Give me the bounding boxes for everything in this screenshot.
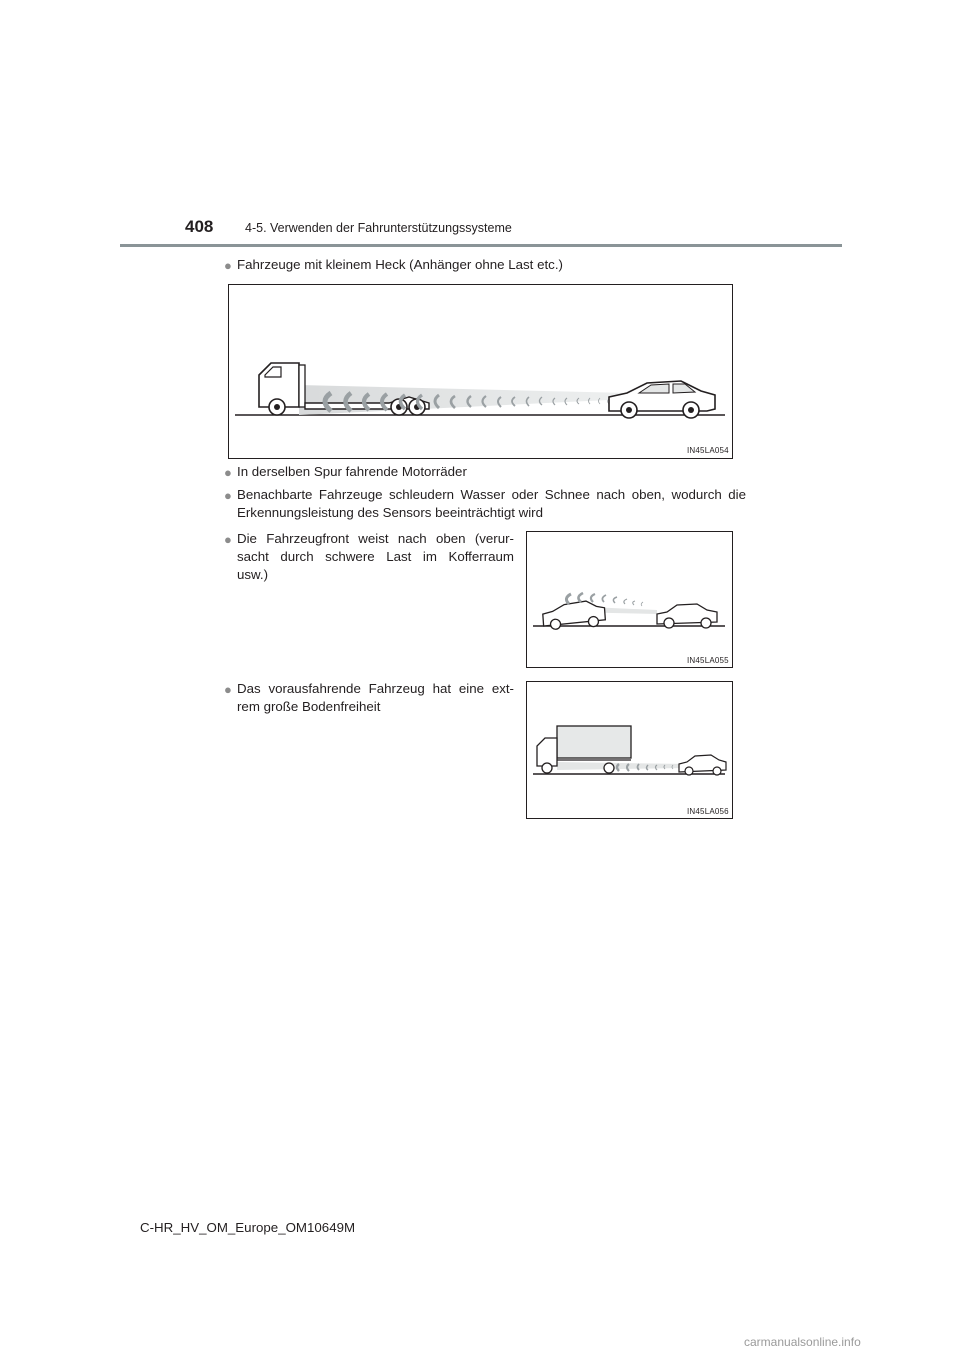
page-number: 408	[185, 217, 214, 236]
truck-cab-icon	[259, 363, 305, 415]
figure-code: IN45LA054	[687, 446, 729, 455]
header-rule	[120, 244, 842, 247]
item-text-line: usw.)	[237, 567, 269, 582]
sedan-icon	[657, 604, 717, 628]
trailer-radar-illustration	[229, 285, 732, 458]
sedan-icon	[609, 381, 715, 418]
section-title: 4-5. Verwenden der Fahrunterstützungssysteme	[245, 221, 512, 235]
bullet-circle-icon: ●	[224, 532, 232, 547]
item-text-line: rem große Bodenfreiheit	[237, 699, 381, 714]
front-raised-illustration	[527, 532, 732, 667]
figure-front-raised	[526, 531, 733, 668]
document-code: C-HR_HV_OM_Europe_OM10649M	[140, 1220, 356, 1235]
item-text-line: Das vorausfahrende Fahrzeug hat eine ext-	[237, 681, 514, 696]
bullet-circle-icon: ●	[224, 682, 232, 697]
figure-trailer-radar	[228, 284, 733, 459]
figure-code: IN45LA055	[687, 656, 729, 665]
item-text: In derselben Spur fahrende Motorräder	[237, 464, 467, 479]
high-clearance-illustration	[527, 682, 732, 818]
item-text: Fahrzeuge mit kleinem Heck (Anhänger ohne Last etc.)	[237, 257, 563, 272]
sedan-icon	[679, 755, 726, 775]
figure-high-clearance	[526, 681, 733, 819]
bullet-circle-icon: ●	[224, 258, 232, 273]
item-text-line: Erkennungsleistung des Sensors beeinträchtigt wird	[237, 505, 544, 520]
watermark: carmanualsonline.info	[744, 1335, 861, 1349]
bullet-circle-icon: ●	[224, 488, 232, 503]
item-text-line: sacht durch schwere Last im Kofferraum	[237, 549, 514, 564]
item-text-line: Die Fahrzeugfront weist nach oben (verur-	[237, 531, 514, 546]
bullet-circle-icon: ●	[224, 465, 232, 480]
figure-code: IN45LA056	[687, 807, 729, 816]
item-text-line: Benachbarte Fahrzeuge schleudern Wasser oder Schnee nach oben, wodurch die	[237, 487, 746, 502]
